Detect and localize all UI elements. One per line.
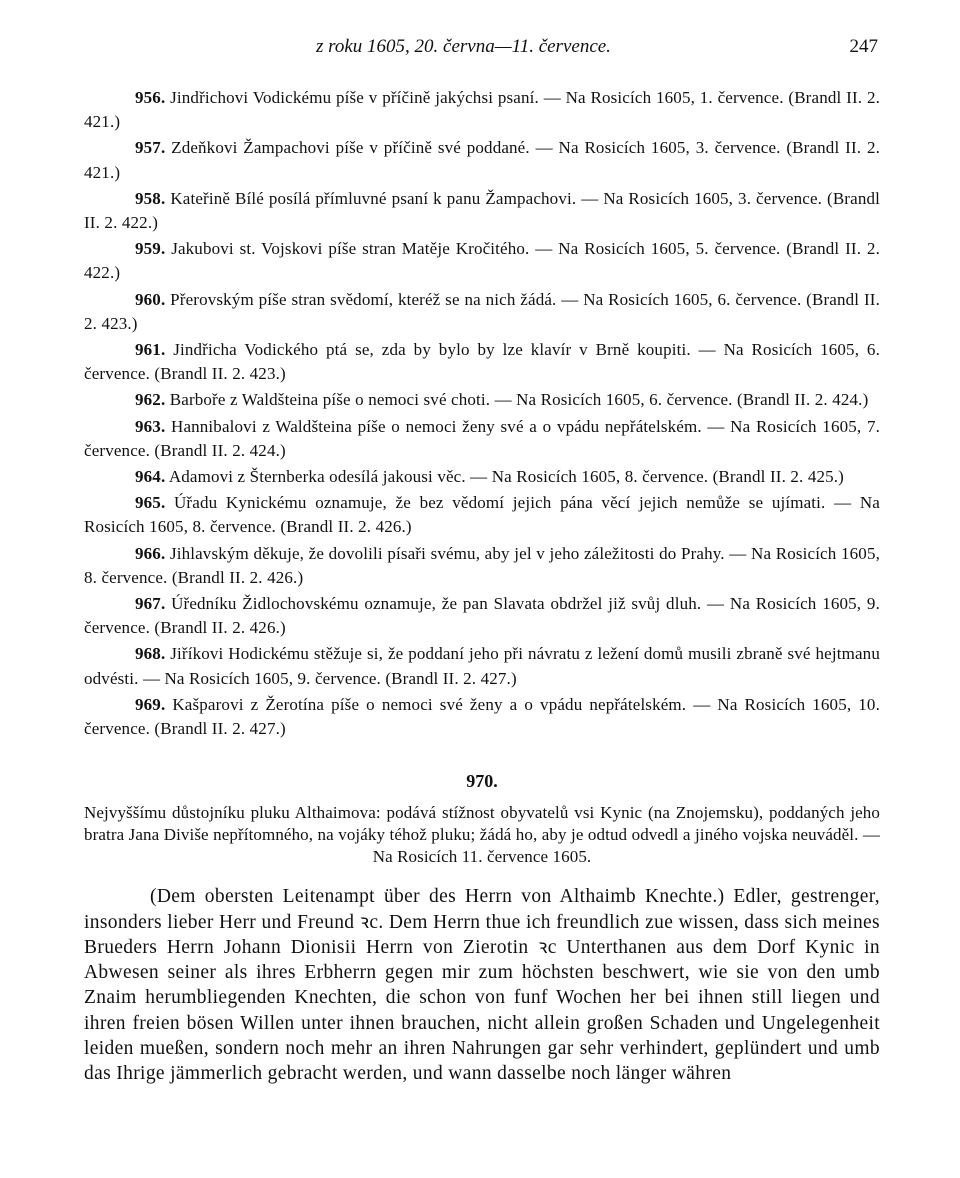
entry-number: 964.	[135, 467, 166, 487]
entry-number: 959.	[135, 239, 166, 259]
document-number: 970.	[466, 771, 498, 792]
page-number: 247	[849, 36, 878, 57]
entry-text: Adamovi z Šternberka odesílá jakousi věc. — Na Rosicích 1605, 8. července. (Brandl II. 2. 425.)	[165, 467, 844, 487]
entry-text: Jakubovi st. Vojskovi píše stran Matěje Kročitého. — Na Rosicích 1605, 5. července. (Brandl II. 2. 422.)	[84, 239, 880, 283]
regest-entry-967	[84, 592, 880, 640]
entry-text: Jindřichovi Vodickému píše v příčině jakýchsi psaní. — Na Rosicích 1605, 1. července. (Brandl II. 2. 421.)	[84, 88, 880, 132]
entry-text: Úřadu Kynickému oznamuje, že bez vědomí jejich pána věcí jejich nemůže se ujímati. — Na Rosicích 1605, 8. července. (Brandl II. 2. 426.)	[84, 493, 880, 537]
entry-number: 968.	[135, 644, 166, 664]
regest-entry-962	[84, 388, 880, 412]
regest-list	[84, 86, 880, 741]
regest-entry-958	[84, 187, 880, 235]
entry-number: 962.	[135, 390, 166, 410]
entry-text: Kašparovi z Žerotína píše o nemoci své ženy a o vpádu nepřátelském. — Na Rosicích 1605, 10. července. (Brandl II. 2. 427.)	[84, 694, 880, 739]
entry-text: Zdeňkovi Žampachovi píše v příčině své poddané. — Na Rosicích 1605, 3. července. (Brandl II. 2. 421.)	[84, 138, 880, 182]
regest-entry-961	[84, 338, 880, 386]
regest-entry-957	[84, 136, 880, 184]
regest-entry-966	[84, 542, 880, 590]
entry-number: 956.	[135, 88, 166, 107]
entry-text: Úředníku Židlochovskému oznamuje, že pan Slavata obdržel již svůj dluh. — Na Rosicích 1605, 9. července. (Brandl II. 2. 426.)	[84, 594, 880, 638]
running-head	[84, 36, 880, 66]
running-head-title: z roku 1605, 20. června—11. července.	[316, 36, 611, 57]
entry-number: 961.	[135, 340, 166, 360]
regest-entry-968	[84, 642, 880, 690]
entry-number: 969.	[135, 694, 166, 714]
entry-text: Přerovským píše stran svědomí, kteréž se na nich žádá. — Na Rosicích 1605, 6. července. (Brandl II. 2. 423.)	[84, 289, 880, 333]
entry-number: 958.	[135, 188, 166, 208]
document-text: (Dem obersten Leitenampt über des Herrn von Althaimb Knechte.) Edler, gestrenger, insonders lieber Herr und Freund ꝛc. Dem Herrn thue ich freundlich zue wissen, dass sich meines Brueders Herrn Johann Dionisii Herrn von Zierotin ꝛc Unterthanen aus dem Dorf Kynic in Abwesen seiner als ihres Erbherrn gegen mir zum höchsten beschwert, wie sie von den umb Znaim herumbliegenden Knechten, die schon von funf Wochen her bei ihnen still liegen und ihren freien bösen Willen unter ihnen brauchen, nicht allein großen Schaden und Ungelegenheit leiden mueßen, sondern noch mehr an ihren Nahrungen gar sehr verhindert, geplündert und umb das Ihrige jämmerlich gebracht werden, und wann dasselbe noch länger währen	[84, 886, 880, 1085]
document-regest: Nejvyššímu důstojníku pluku Althaimova: podává stížnost obyvatelů vsi Kynic (na Znojemsku), poddaných jeho bratra Jana Diviše nepřítomného, na vojáky téhož pluku; žádá ho, aby je odtud odvedl a jiného vojska neuváděl. — Na Rosicích 11. července 1605.	[84, 803, 880, 867]
entry-text: Jindřicha Vodického ptá se, zda by bylo by lze klavír v Brně koupiti. — Na Rosicích 1605, 6. července. (Brandl II. 2. 423.)	[84, 340, 880, 384]
regest-entry-964	[84, 465, 880, 489]
entry-number: 967.	[135, 594, 166, 614]
regest-entry-965	[84, 491, 880, 539]
entry-text: Kateřině Bílé posílá přímluvné psaní k panu Žampachovi. — Na Rosicích 1605, 3. července. (Brandl II. 2. 422.)	[84, 188, 880, 233]
entry-number: 960.	[135, 289, 166, 309]
entry-number: 957.	[135, 138, 166, 158]
entry-number: 963.	[135, 416, 166, 436]
regest-entry-959	[84, 237, 880, 285]
entry-text: Barboře z Waldšteina píše o nemoci své choti. — Na Rosicích 1605, 6. července. (Brandl II. 2. 424.)	[165, 390, 869, 410]
page	[84, 36, 880, 1106]
regest-entry-963	[84, 415, 880, 463]
entry-text: Jihlavským děkuje, že dovolili písaři svému, aby jel v jeho záležitosti do Prahy. — Na Rosicích 1605, 8. července. (Brandl II. 2. 426.)	[84, 543, 880, 587]
regest-entry-969	[84, 693, 880, 741]
entry-number: 966.	[135, 543, 166, 563]
entry-text: Jiříkovi Hodickému stěžuje si, že poddaní jeho při návratu z ležení domů musili zbraně své hejtmanu odvésti. — Na Rosicích 1605, 9. července. (Brandl II. 2. 427.)	[84, 644, 880, 688]
regest-entry-960	[84, 288, 880, 336]
entry-number: 965.	[135, 493, 166, 513]
regest-entry-956	[84, 86, 880, 134]
entry-text: Hannibalovi z Waldšteina píše o nemoci ženy své a o vpádu nepřátelském. — Na Rosicích 1605, 7. července. (Brandl II. 2. 424.)	[84, 416, 880, 460]
